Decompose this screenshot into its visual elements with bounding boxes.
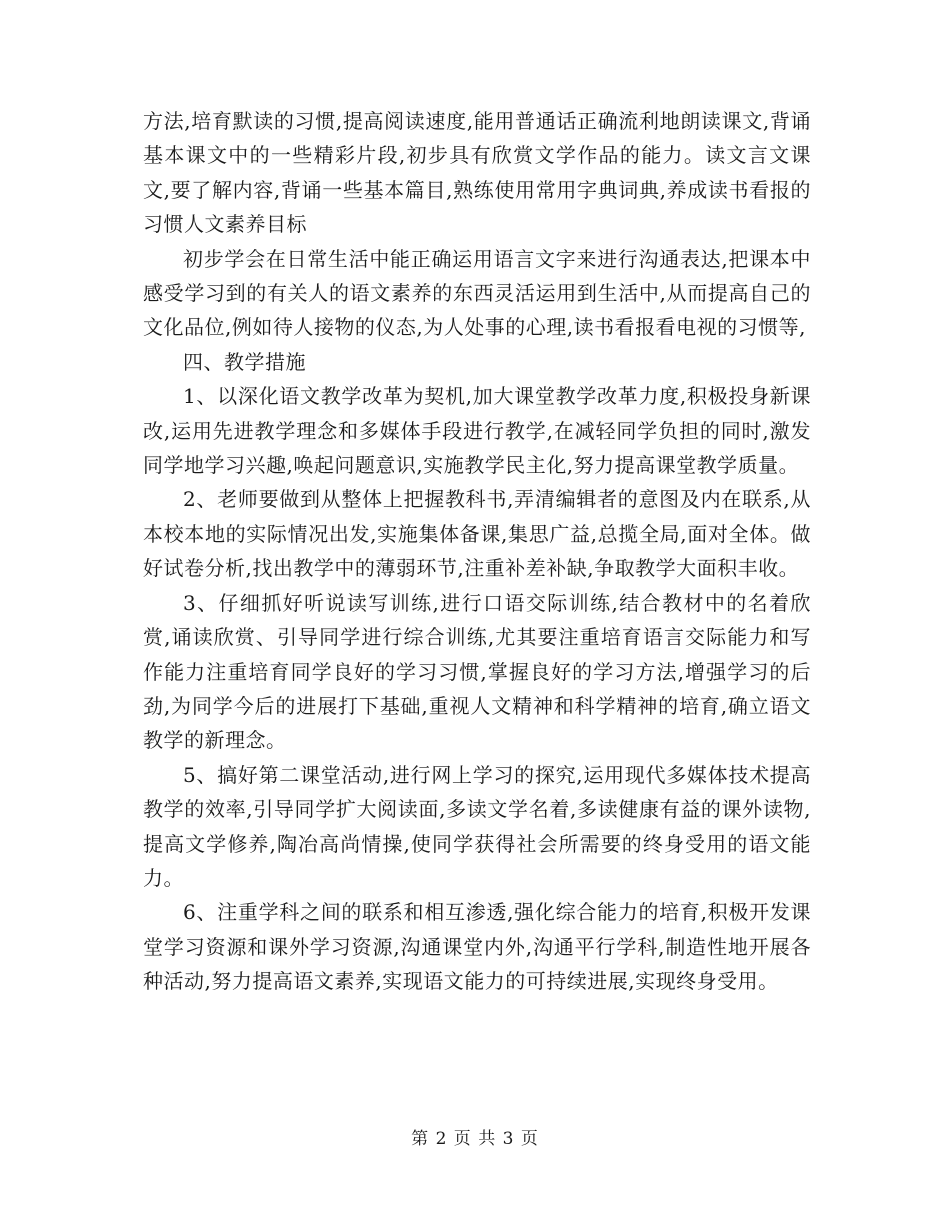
page-number-footer: 第 2 页 共 3 页 [411,1129,539,1149]
paragraph-measure-3: 3、仔细抓好听说读写训练,进行口语交际训练,结合教材中的名着欣赏,诵读欣赏、引导同学进行综合训练,尤其要注重培育语言交际能力和写作能力注重培育同学良好的学习习惯,掌握良好的学习方法,增强学习的后劲,为同学今后的进展打下基础,重视人文精神和科学精神的培育,确立语文教学的新理念。 [143,590,811,753]
paragraph-humanities-goals: 初步学会在日常生活中能正确运用语言文字来进行沟通表达,把课本中感受学习到的有关人的语文素养的东西灵活运用到生活中,从而提高自己的文化品位,例如待人接物的仪态,为人处事的心理,读书看报看电视的习惯等, [143,246,811,340]
paragraph-reading-goals: 方法,培育默读的习惯,提高阅读速度,能用普通话正确流利地朗读课文,背诵基本课文中的一些精彩片段,初步具有欣赏文学作品的能力。读文言文课文,要了解内容,背诵一些基本篇目,熟练使用常用字典词典,养成读书看报的习惯人文素养目标 [143,109,811,237]
paragraph-measure-5: 5、搞好第二课堂活动,进行网上学习的探究,运用现代多媒体技术提高教学的效率,引导同学扩大阅读面,多读文学名着,多读健康有益的课外读物,提高文学修养,陶冶高尚情操,使同学获得社会所需要的终身受用的语文能力。 [143,762,811,890]
document-body [143,104,811,999]
section-heading-teaching-measures: 四、教学措施 [183,349,306,374]
paragraph-measure-6: 6、注重学科之间的联系和相互渗透,强化综合能力的培育,积极开发课堂学习资源和课外学习资源,沟通课堂内外,沟通平行学科,制造性地开展各种活动,努力提高语文素养,实现语文能力的可持续进展,实现终身受用。 [143,900,811,994]
paragraph-measure-2: 2、老师要做到从整体上把握教科书,弄清编辑者的意图及内在联系,从本校本地的实际情况出发,实施集体备课,集思广益,总揽全局,面对全体。做好试卷分析,找出教学中的薄弱环节,注重补差补缺,争取教学大面积丰收。 [143,487,811,581]
paragraph-measure-1: 1、以深化语文教学改革为契机,加大课堂教学改革力度,积极投身新课改,运用先进教学理念和多媒体手段进行教学,在减轻同学负担的同时,激发同学地学习兴趣,唤起问题意识,实施教学民主化,努力提高课堂教学质量。 [143,384,811,478]
